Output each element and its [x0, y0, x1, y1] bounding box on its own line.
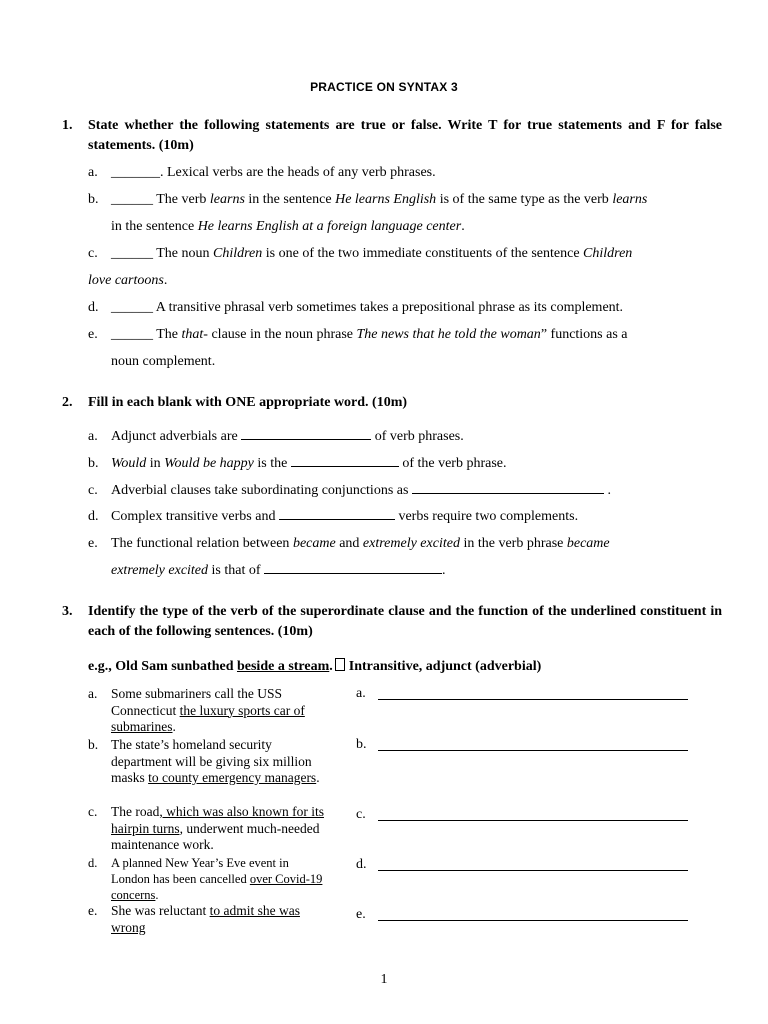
item-italic: became — [566, 536, 610, 551]
example-line — [88, 657, 708, 677]
item-text: The functional relation between — [111, 536, 293, 551]
q3-answer-c[interactable] — [356, 807, 378, 823]
item-text: noun complement. — [111, 354, 216, 369]
sentence-text: . — [155, 888, 159, 902]
underlined-constituent: over Covid-19 concerns — [111, 872, 323, 902]
item-label: c. — [88, 483, 98, 498]
answer-line[interactable] — [378, 820, 688, 821]
item-label: e. — [88, 903, 98, 918]
item-text: . — [163, 273, 168, 288]
item-label: b. — [88, 737, 99, 752]
answer-label: a. — [356, 686, 366, 701]
item-italic: Would be happy — [164, 456, 254, 471]
sentence-text: . — [172, 719, 176, 734]
item-text: . — [603, 483, 611, 498]
item-italic: Children — [583, 246, 633, 261]
question-number: 2. — [62, 395, 73, 410]
q1-item-b — [88, 186, 718, 240]
sentence-text: underwent much-needed maintenance work. — [111, 820, 320, 852]
q3-sentence-b — [88, 737, 328, 787]
item-label: e. — [88, 327, 98, 342]
item-text: . Lexical verbs are the heads of any verb phrases. — [160, 165, 436, 180]
item-text: clause in the noun phrase — [207, 327, 357, 342]
q3-answer-d[interactable] — [356, 857, 378, 873]
item-text: is that of — [208, 563, 265, 578]
item-italic: love cartoons — [88, 273, 164, 288]
q1-item-a — [88, 159, 718, 186]
underlined-constituent: to admit she was wrong — [111, 903, 300, 935]
fill-blank[interactable] — [264, 559, 442, 574]
item-text: ” functions as a — [540, 327, 628, 342]
answer-label: d. — [356, 857, 367, 872]
item-text: The — [153, 327, 182, 342]
answer-line[interactable] — [378, 870, 688, 871]
answer-line[interactable] — [378, 750, 688, 751]
page-number: 1 — [380, 972, 388, 987]
answer-blank: ______ — [111, 246, 153, 261]
item-text: The verb — [153, 192, 210, 207]
answer-blank: ______ — [111, 192, 153, 207]
fill-blank[interactable] — [279, 505, 395, 520]
question-text: Identify the type of the verb of the superordinate clause and the function of the underlined constituent in each of the following sentences. (10m) — [88, 604, 722, 639]
answer-line[interactable] — [378, 920, 688, 921]
item-italic: became — [292, 536, 336, 551]
question-number: 1. — [62, 118, 73, 133]
item-label: c. — [88, 804, 98, 819]
q3-sentence-a — [88, 686, 328, 736]
q3-answer-b[interactable] — [356, 737, 378, 753]
item-text: of verb phrases. — [371, 429, 464, 444]
question-number: 3. — [62, 604, 73, 619]
q1-item-c — [88, 240, 718, 294]
q1-item-d — [88, 294, 718, 321]
item-label: b. — [88, 192, 99, 207]
item-label: a. — [88, 165, 98, 180]
example-text: . — [329, 659, 333, 674]
item-text: is of the same type as the verb — [436, 192, 613, 207]
sentence-text: . — [316, 770, 320, 785]
question-1 — [62, 116, 722, 156]
item-text: Adverbial clauses take subordinating conjunctions as — [111, 483, 412, 498]
item-text: verbs require two complements. — [394, 509, 579, 524]
example-text: e.g., Old Sam sunbathed — [88, 659, 237, 674]
item-text: is the — [253, 456, 291, 471]
underlined-constituent: to county emergency managers — [148, 770, 317, 785]
sentence-text: The state’s homeland security department will be giving six million masks — [111, 737, 312, 785]
item-text: in the verb phrase — [459, 536, 567, 551]
q3-answer-a[interactable] — [356, 686, 378, 702]
item-label: a. — [88, 686, 98, 701]
item-label: e. — [88, 536, 98, 551]
item-label: d. — [88, 509, 99, 524]
checkbox-icon — [335, 658, 345, 671]
sentence-text: A planned New Year’s Eve event in London has been cancelled — [111, 856, 289, 886]
item-text: in — [146, 456, 165, 471]
q3-sentence-e — [88, 903, 328, 936]
answer-blank: ______ — [111, 300, 153, 315]
answer-label: b. — [356, 737, 367, 752]
question-3 — [62, 602, 722, 642]
answer-blank: ______ — [111, 327, 153, 342]
question-text: Fill in each blank with ONE appropriate word. (10m) — [88, 395, 408, 410]
item-italic: He learns English — [335, 192, 437, 207]
item-label: a. — [88, 429, 98, 444]
item-italic: learns — [612, 192, 648, 207]
item-italic: extremely excited — [111, 563, 209, 578]
q2-item-d — [88, 503, 718, 530]
item-text: Adjunct adverbials are — [111, 429, 242, 444]
item-italic: that- — [181, 327, 208, 342]
q2-item-a — [88, 423, 718, 450]
item-italic: Would — [111, 456, 147, 471]
question-text: State whether the following statements are true or false. Write T for true statements and F for false statements. (10m) — [88, 118, 722, 153]
item-text: of the verb phrase. — [398, 456, 507, 471]
answer-line[interactable] — [378, 699, 688, 700]
item-label: c. — [88, 246, 98, 261]
page-title: PRACTICE ON SYNTAX 3 — [310, 80, 458, 94]
fill-blank[interactable] — [412, 479, 604, 494]
q3-sentence-d — [88, 855, 328, 903]
q1-item-e — [88, 321, 718, 375]
q3-sentence-c — [88, 804, 328, 854]
item-text: The noun — [153, 246, 214, 261]
item-text: in the sentence — [244, 192, 336, 207]
answer-label: c. — [356, 807, 366, 822]
answer-blank: _______ — [111, 165, 160, 180]
item-text: . — [442, 563, 446, 578]
item-italic: Children — [213, 246, 263, 261]
sentence-text: The road — [111, 804, 160, 819]
item-label: d. — [88, 856, 98, 870]
q2-item-e — [88, 530, 718, 584]
item-label: d. — [88, 300, 99, 315]
item-italic: The news that he told the woman — [356, 327, 541, 342]
q3-answer-e[interactable] — [356, 907, 378, 923]
sentence-text: She was reluctant — [111, 903, 210, 918]
item-text: A transitive phrasal verb sometimes takes a prepositional phrase as its complement. — [153, 300, 624, 315]
item-italic: learns — [209, 192, 245, 207]
fill-blank[interactable] — [241, 425, 371, 440]
item-italic: He learns English at a foreign language center — [197, 219, 462, 234]
answer-label: e. — [356, 907, 366, 922]
q2-item-b — [88, 450, 718, 477]
item-text: Complex transitive verbs and — [111, 509, 279, 524]
item-italic: extremely excited — [362, 536, 460, 551]
fill-blank[interactable] — [291, 452, 399, 467]
item-label: b. — [88, 456, 99, 471]
item-text: . — [461, 219, 465, 234]
item-text: in the sentence — [111, 219, 198, 234]
underlined-constituent: , which was also known for its hairpin turns, — [111, 804, 324, 836]
example-answer: Intransitive, adjunct (adverbial) — [348, 659, 542, 674]
item-text: is one of the two immediate constituents of the sentence — [262, 246, 584, 261]
q2-item-c — [88, 477, 718, 504]
question-2 — [62, 393, 722, 413]
item-text: and — [335, 536, 363, 551]
underlined-constituent: the luxury sports car of submarines — [111, 702, 305, 734]
example-underlined: beside a stream — [236, 659, 330, 674]
sentence-text: Some submariners call the USS Connecticut — [111, 686, 282, 718]
